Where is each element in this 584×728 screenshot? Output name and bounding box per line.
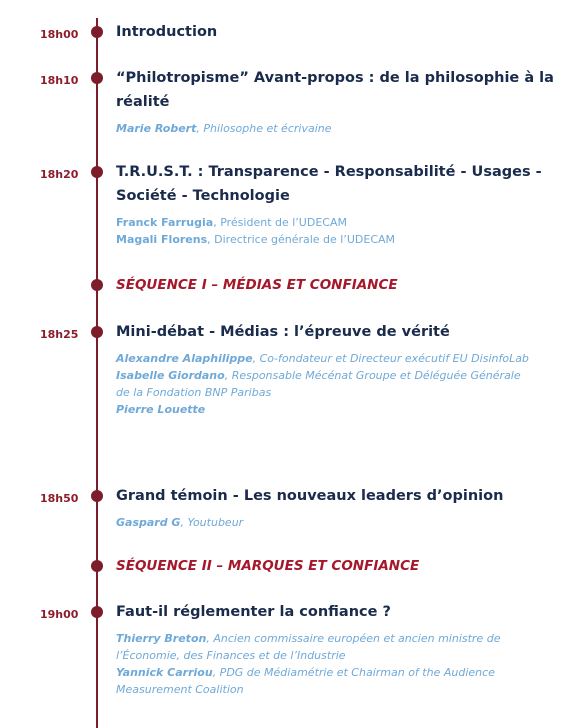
session-title: Grand témoin - Les nouveaux leaders d’opinion <box>116 488 504 504</box>
timeline-dot <box>91 606 103 618</box>
speaker-name: Magali Florens <box>116 233 208 246</box>
session-title: Faut-il réglementer la confiance ? <box>116 604 391 620</box>
speaker-list <box>116 514 536 531</box>
time-label: 18h50 <box>40 492 79 505</box>
speaker-list <box>116 120 536 137</box>
speaker-role: , Youtubeur <box>180 516 244 529</box>
session-title: Introduction <box>116 24 218 40</box>
speaker <box>116 214 536 231</box>
speaker <box>116 231 536 248</box>
speaker-list <box>116 350 536 418</box>
timeline-dot <box>91 279 103 291</box>
speaker-name: Isabelle Giordano <box>116 369 225 382</box>
speaker <box>116 120 536 137</box>
time-label: 18h25 <box>40 328 79 341</box>
timeline-dot <box>91 72 103 84</box>
speaker-name: Alexandre Alaphilippe <box>116 352 253 365</box>
speaker-name: Gaspard G <box>116 516 181 529</box>
session-title: Mini-débat - Médias : l’épreuve de vérité <box>116 324 450 340</box>
speaker-name: Yannick Carriou <box>116 666 213 679</box>
speaker <box>116 514 536 531</box>
speaker <box>116 664 536 698</box>
timeline-line <box>96 18 98 728</box>
section-title: SÉQUENCE II – MARQUES ET CONFIANCE <box>116 558 420 574</box>
speaker-role: , Directrice générale de l’UDECAM <box>207 233 396 246</box>
speaker-name: Pierre Louette <box>116 403 206 416</box>
speaker <box>116 401 536 418</box>
speaker-name: Franck Farrugia <box>116 216 214 229</box>
speaker <box>116 350 536 367</box>
speaker-role: , Philosophe et écrivaine <box>196 122 332 135</box>
session-title: T.R.U.S.T. : Transparence - Responsabilité - Usages - Société - Technologie <box>116 164 542 204</box>
time-label: 18h00 <box>40 28 79 41</box>
speaker-role: , Ancien commissaire européen et ancien ministre de l’Économie, des Finances et de l’Industrie <box>116 632 501 662</box>
timeline-dot <box>91 26 103 38</box>
speaker-role: , PDG de Médiamétrie et Chairman of the Audience Measurement Coalition <box>116 666 495 696</box>
speaker-list <box>116 214 536 248</box>
speaker-list <box>116 630 536 698</box>
time-label: 19h00 <box>40 608 79 621</box>
timeline-dot <box>91 326 103 338</box>
speaker-role: , Président de l’UDECAM <box>213 216 347 229</box>
timeline-dot <box>91 560 103 572</box>
speaker-name: Marie Robert <box>116 122 197 135</box>
speaker-role: , Co-fondateur et Directeur exécutif EU DisinfoLab <box>252 352 529 365</box>
time-label: 18h10 <box>40 74 79 87</box>
section-title: SÉQUENCE I – MÉDIAS ET CONFIANCE <box>116 277 398 293</box>
speaker <box>116 630 536 664</box>
speaker-name: Thierry Breton <box>116 632 207 645</box>
speaker-role: , Responsable Mécénat Groupe et Déléguée Générale de la Fondation BNP Paribas <box>116 369 521 399</box>
session-title: “Philotropisme” Avant-propos : de la philosophie à la réalité <box>116 70 554 110</box>
speaker <box>116 367 536 401</box>
timeline-dot <box>91 490 103 502</box>
timeline-dot <box>91 166 103 178</box>
time-label: 18h20 <box>40 168 79 181</box>
